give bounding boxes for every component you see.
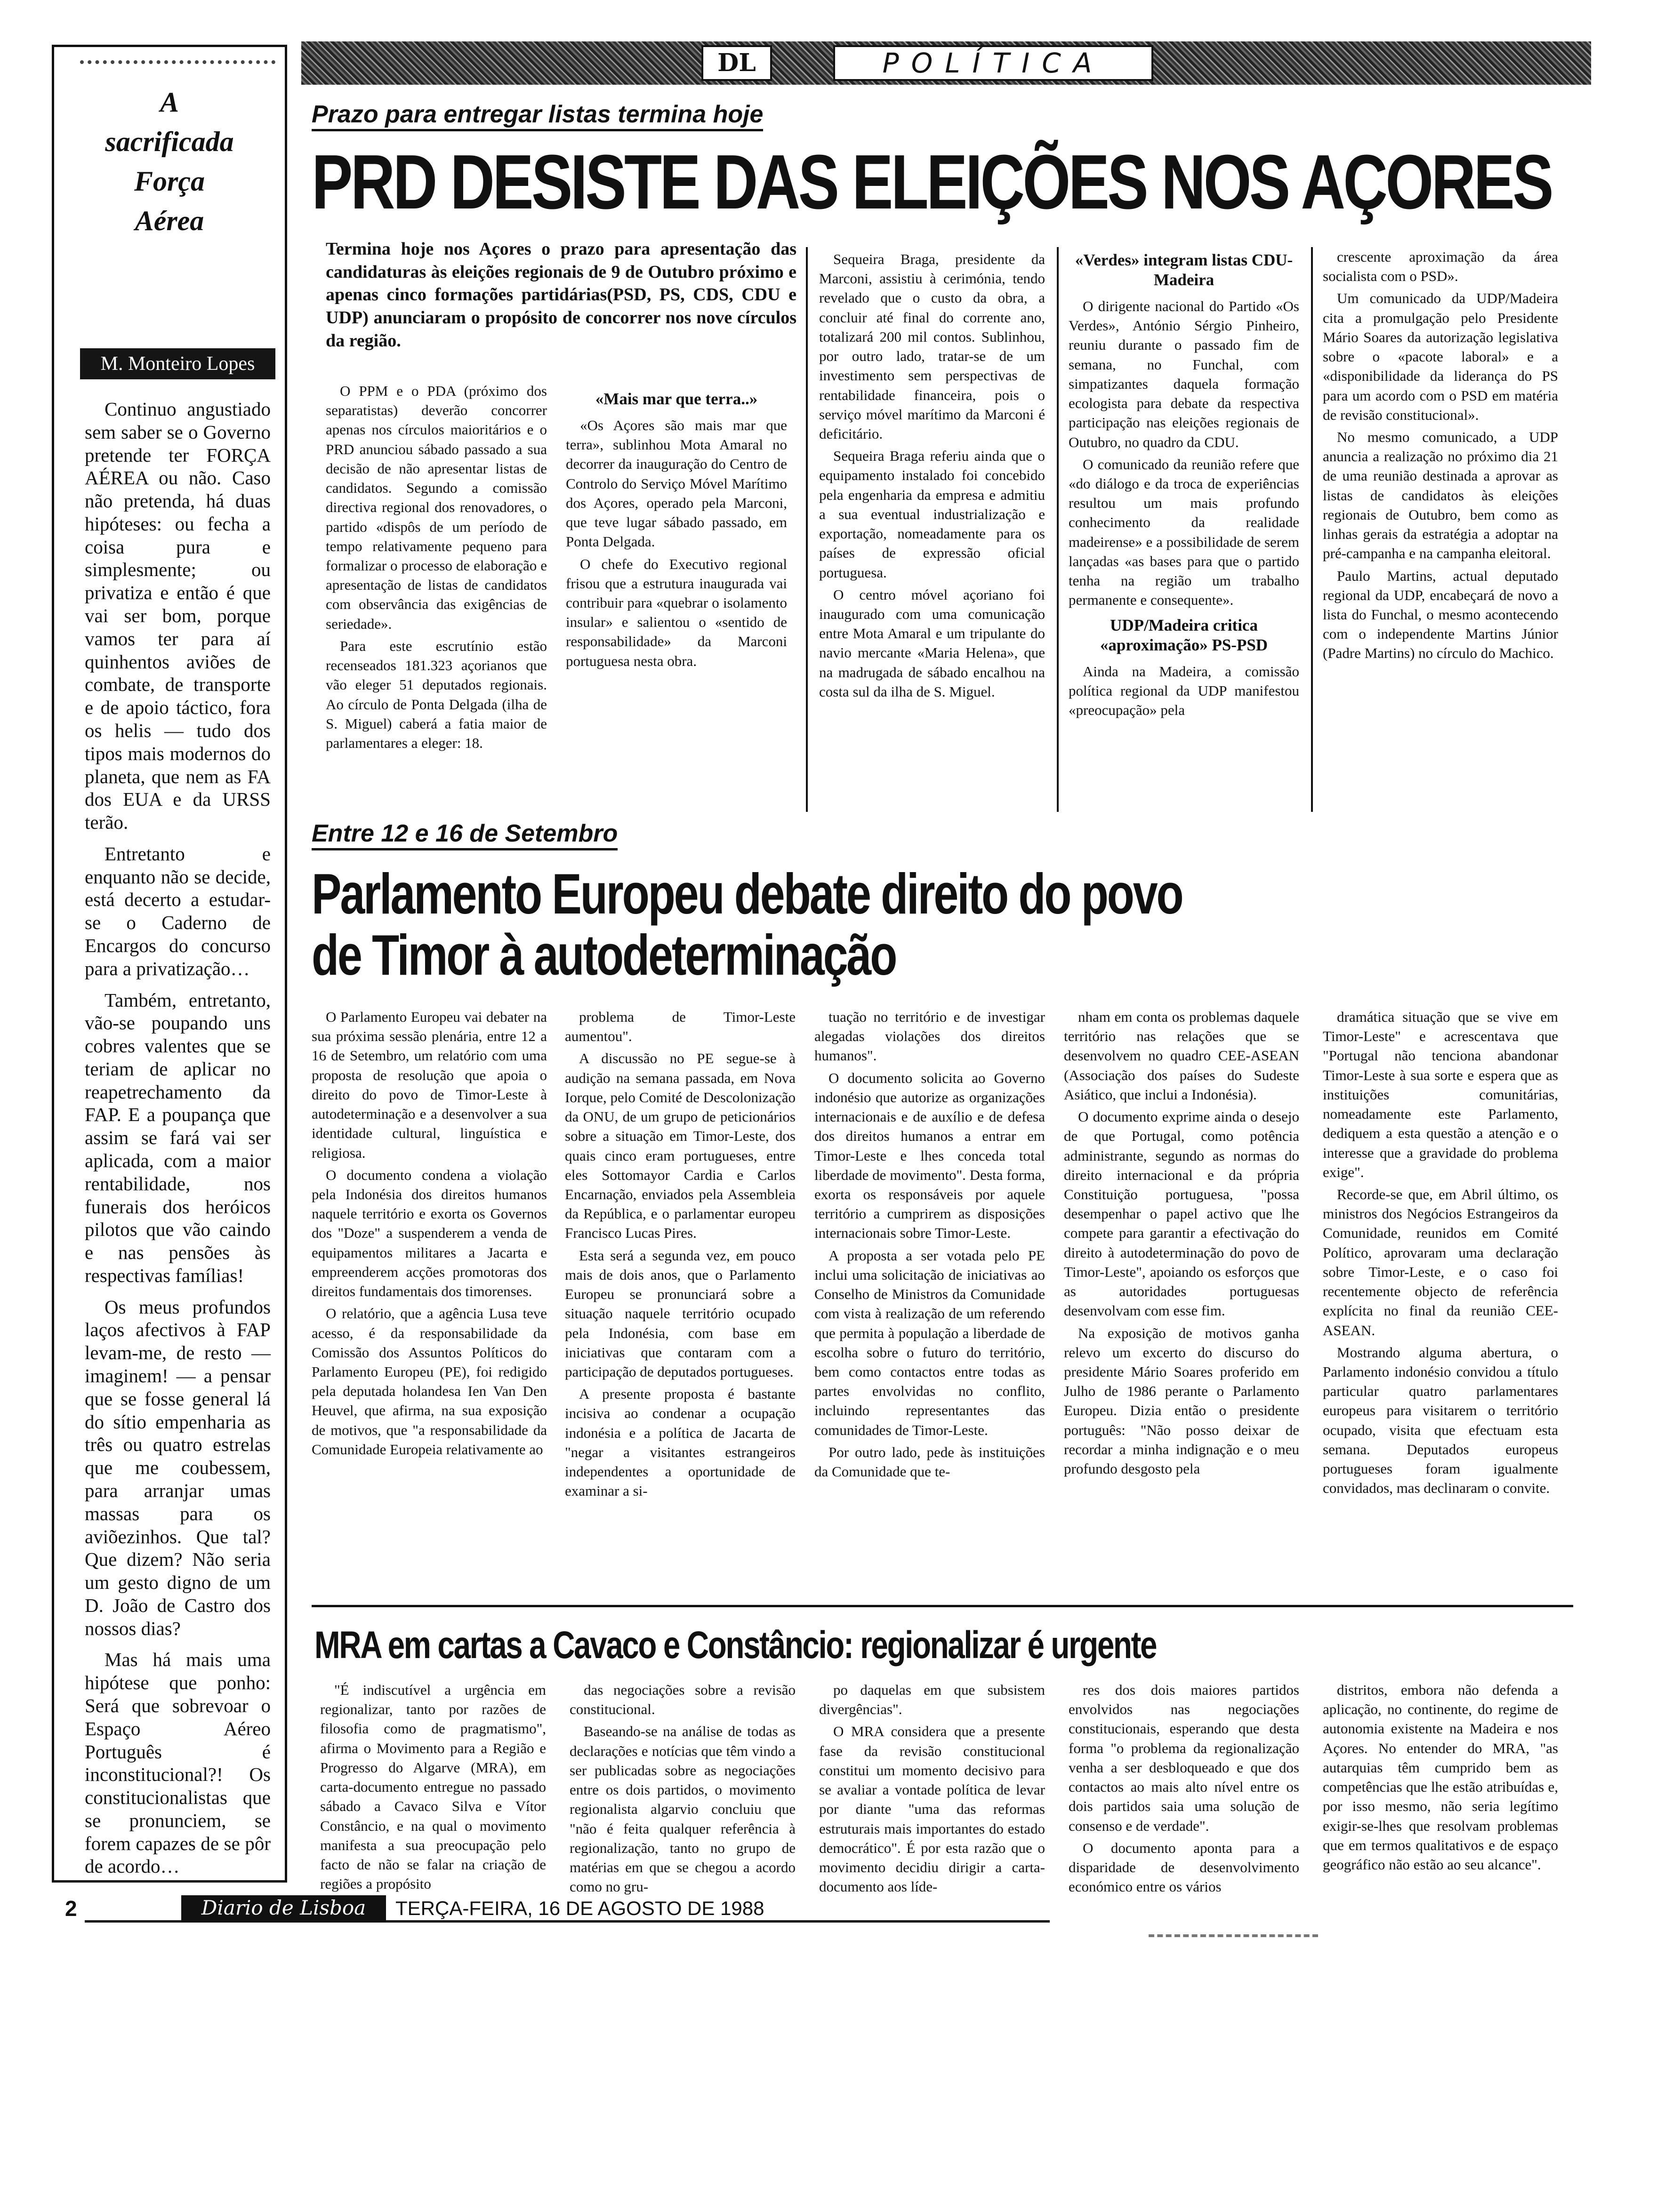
subheading: «Mais mar que terra..» [595,390,758,408]
article-column [565,1007,796,1503]
subheading: UDP/Madeira critica «aproximação» PS-PSD [1100,616,1268,654]
article-headline: Parlamento Europeu debate direito do povo [312,862,1182,926]
article-column [1069,1680,1299,1899]
article-column [1064,1007,1299,1481]
paragraph: Sequeira Braga referiu ainda que o equipamento instalado foi concebido pela engenharia da empresa e admitiu a sua eventual industrialização e exportação, nomeadamente para os países de expressão oficial portuguesa. [819,448,1045,581]
column-rule [1057,247,1059,812]
paragraph: Esta será a segunda vez, em pouco mais de dois anos, que o Parlamento Europeu se pronunciará sobre a situação naquele território ocupado pela Indonésia, com base em iniciativas que contaram com a participação de deputados portugueses. [565,1247,796,1380]
paragraph: po daquelas em que subsistem divergências". [819,1682,1045,1718]
article-column [1069,245,1299,722]
article-lead: Termina hoje nos Açores o prazo para apresentação das candidaturas às eleições regionais de 9 de Outubro próximo e apenas cinco formações partidárias(PSD, PS, CDS, CDU e UDP) anunciaram o propósito de concorrer nos nove círculos da região. [326,239,796,351]
column-title [54,82,285,240]
paragraph: problema de Timor-Leste aumentou". [565,1009,796,1045]
article-headline: de Timor à autodeterminação [312,923,896,987]
page-number: 2 [65,1896,77,1921]
paragraph: distritos, embora não defenda a aplicação, no continente, do regime de autonomia existente na Madeira e nos Açores. No entender do MRA, "as autarquias têm cumprido bem as competências que lhe estão atribuídas e, por isso mesmo, não seria legítimo exigir-se-lhes que resolvam problemas que em termos qualitativos e de espaço geográfico não estão ao seu alcance". [1323,1682,1558,1873]
paragraph: Mostrando alguma abertura, o Parlamento indonésio convidou a título particular quatro parlamentares europeus para visitarem o território ocupado, visita que efectuam esta semana. Deputados europeus portugueses foram igualmente convidados, mas declinaram o convite. [1323,1344,1558,1497]
article-column [326,381,547,755]
article-kicker: Entre 12 e 16 de Setembro [312,819,618,850]
paragraph: nham em conta os problemas daquele território nas relações que se desenvolvem no quadro CEE-ASEAN (Associação dos países do Sudeste Asiático, que inclui a Indonésia). [1064,1009,1299,1103]
paragraph: O centro móvel açoriano foi inaugurado com uma comunicação entre Mota Amaral e um tripulante do navio mercante «Maria Helena», que na madrugada de sábado encalhou na costa sul da ilha de S. Miguel. [819,586,1045,700]
paragraph: Mas há mais uma hipótese que ponho: Será que sobrevoar o Espaço Aéreo Português é inconstitucional?! Os constitucionalistas que se pronunciem, se forem capazes de se pôr de acordo… [85,1649,271,1877]
article-column [1323,1007,1558,1500]
paragraph: Também, entretanto, vão-se poupando uns cobres valentes que se teriam de aplicar no reapetrechamento da FAP. E a poupança que assim se fará vai ser aplicada, com a maior rentabilidade, nos funerais dos heróicos pilotos que vão caindo e nas pensões às respectivas famílias! [85,989,271,1286]
subheading: «Verdes» integram listas CDU-Madeira [1075,251,1293,289]
paragraph: O documento exprime ainda o desejo de que Portugal, como potência administrante, segundo as normas do direito internacional e da própria Constituição portuguesa, "possa desempenhar o papel activo que lhe compete para garantir a efectivação do direito à autodeterminação do povo de Timor-Leste", apoiando os esforços que as autoridades portuguesas desenvolvam com esse fim. [1064,1108,1299,1319]
paragraph: Entretanto e enquanto não se decide, está decerto a estudar-se o Caderno de Encargos do concurso para a privatização… [85,842,271,979]
paragraph: «Os Açores são mais mar que terra», sublinhou Mota Amaral no decorrer da inauguração do Centro de Controlo do Serviço Móvel Marítimo dos Açores, operado pela Marconi, que teve lugar sábado passado, em Ponta Delgada. [566,417,787,550]
article-column [566,384,787,673]
paragraph: "É indiscutível a urgência em regionalizar, tanto por razões de filosofia como de pragmatismo", afirma o Movimento para a Região e Progresso do Algarve (MRA), em carta-documento entregue no passado sábado a Cavaco Silva e Vítor Constâncio, e na qual o movimento manifesta a sua preocupação pelo facto de não se falar na criação de regiões a propósito [320,1682,546,1892]
paragraph: Ainda na Madeira, a comissão política regional da UDP manifestou «preocupação» pela [1069,663,1299,718]
article-column [320,1680,546,1896]
article-column [814,1007,1045,1484]
paragraph: O Parlamento Europeu vai debater na sua próxima sessão plenária, entre 12 a 16 de Setembro, um relatório com uma proposta de resolução que apoia o direito do povo de Timor-Leste à autodeterminação e a desenvolver a sua identidade cultural, linguística e religiosa. [312,1009,547,1161]
article-headline: MRA em cartas a Cavaco e Constâncio: regionalizar é urgente [314,1624,1157,1667]
paragraph: tuação no território e de investigar alegadas violações dos direitos humanos". [814,1009,1045,1064]
paragraph: res dos dois maiores partidos envolvidos nas negociações constitucionais, esperando que desta forma "o problema da regionalização venha a ser desbloqueado e que dos contactos ao mais alto nível entre os dois partidos saia uma solução de consenso e de verdade". [1069,1682,1299,1834]
paragraph: Para este escrutínio estão recenseados 181.323 açorianos que vão eleger 51 deputados regionais. Ao círculo de Ponta Delgada (ilha de S. Miguel) caberá a fatia maior de parlamentares a eleger: 18. [326,637,547,751]
scan-artifact [1149,1934,1318,1942]
paragraph: Por outro lado, pede às instituições da Comunidade que te- [814,1443,1045,1480]
article-column [312,1007,547,1462]
column-author: M. Monteiro Lopes [80,348,275,379]
newspaper-masthead: Diario de Lisboa [181,1895,386,1921]
paragraph: Na exposição de motivos ganha relevo um excerto do discurso do presidente Mário Soares proferido em Julho de 1986 perante o Parlamento Europeu. Dizia então o presidente português: "Não posso deixar de recordar a minha indignação e o meu profundo desgosto pela [1064,1324,1299,1477]
paragraph: Paulo Martins, actual deputado regional da UDP, encabeçará de novo a lista do Funchal, o mesmo acontecendo com o independente Martins Júnior (Padre Martins) no círculo do Machico. [1323,567,1558,662]
column-rule [1311,247,1313,812]
paragraph: No mesmo comunicado, a UDP anuncia a realização no próximo dia 21 de uma reunião destinada a aprovar as listas de candidatos às eleições regionais de Outubro, bem como as linhas gerais da estratégia a adoptar na pré-campanha e na campanha eleitoral. [1323,428,1558,562]
article-headline: PRD DESISTE DAS ELEIÇÕES NOS AÇORES [312,139,1552,225]
paragraph: Os meus profundos laços afectivos à FAP levam-me, de resto — imaginem! — a pensar que se fosse general lá do sítio empenharia as três ou quatro estrelas que me coubessem, para arranjar umas massas para os aviõezinhos. Que tal? Que dizem? Não seria um gesto digno de um D. João de Castro dos nossos dias? [85,1296,271,1639]
article-kicker: Prazo para entregar listas termina hoje [312,100,763,131]
paragraph: A presente proposta é bastante incisiva ao condenar a ocupação indonésia e a política de Jacarta de "negar a visitantes estrangeiros independentes a oportunidade de examinar a si- [565,1386,796,1499]
paragraph: O documento solicita ao Governo indonésio que autorize as organizações internacionais e de auxílio e de defesa dos direitos humanos a entrar em Timor-Leste e lhes conceda total liberdade de movimento". Desta forma, exorta os responsáveis por aquele território a cumprirem as disposições internacionais sobre Timor-Leste. [814,1069,1045,1242]
issue-date: TERÇA-FEIRA, 16 DE AGOSTO DE 1988 [395,1897,764,1919]
paragraph: O comunicado da reunião refere que «do diálogo e da troca de experiências resultou um mais profundo conhecimento da realidade madeirense» e a possibilidade de serem lançadas «as bases para que o partido tenha na região um trabalho permanente e consequente». [1069,456,1299,609]
paragraph: Baseando-se na análise de todas as declarações e notícias que têm vindo a ser publicadas sobre as negociações entre os dois partidos, o movimento regionalista algarvio concluiu que "não é feita qualquer referência à regionalização, tanto no grupo de matérias em que se chegou a acordo como no gru- [570,1723,796,1895]
section-label: POLÍTICA [833,45,1153,81]
paragraph: O documento condena a violação pela Indonésia dos direitos humanos naquele território e exorta os Governos dos "Doze" a suspenderem a venda de equipamentos militares a Jacarta e empreenderem acções promotoras dos direitos fundamentais dos timorenses. [312,1166,547,1300]
paragraph: O MRA considera que a presente fase da revisão constitucional constitui um momento decisivo para se avaliar a vontade política de levar por diante "uma das reformas estruturais mais importantes do estado democrático". É por esta razão que o movimento decidiu dirigir a carta-documento aos líde- [819,1723,1045,1895]
column-title-line: Força [134,166,205,197]
paragraph: Um comunicado da UDP/Madeira cita a promulgação pelo Presidente Mário Soares da autorização legislativa sobre o «pacote laboral» e a «disponibilidade da liderança do PS para um acordo com o PSD em matéria de revisão constitucional». [1323,290,1558,423]
column-title-line: Aérea [135,205,204,236]
paragraph: Sequeira Braga, presidente da Marconi, assistiu à cerimónia, tendo revelado que o custo da obra, a concluir até final do corrente ano, totalizará 200 mil contos. Sublinhou, por outro lado, tratar-se de um investimento sem perspectivas de rentabilidade financeira, pois o serviço móvel marítimo da Marconi é deficitário. [819,251,1045,442]
opinion-column [52,45,287,1883]
paragraph: O chefe do Executivo regional frisou que a estrutura inaugurada vai contribuir para «quebrar o isolamento insular» e salientou o «sentido de responsabilidade» da Marconi portuguesa nesta obra. [566,555,787,669]
article-column [1323,247,1558,666]
dotted-rule [80,60,275,71]
paragraph: crescente aproximação da área socialista com o PSD». [1323,248,1558,285]
paragraph: O relatório, que a agência Lusa teve acesso, é da responsabilidade da Comissão dos Assuntos Políticos do Parlamento Europeu (PE), foi redigido pela deputada holandesa Ien Van Den Heuvel, que afirma, na sua exposição de motivos, que "a responsabilidade da Comunidade Europeia relativamente ao [312,1305,547,1458]
paragraph: Continuo angustiado sem saber se o Governo pretende ter FORÇA AÉREA ou não. Caso não pretenda, há duas hipóteses: ou fecha a coisa pura e simplesmente; ou privatiza e então é que vai ser bom, porque vamos ter para aí quinhentos aviões de combate, de transporte e de apoio táctico, fora os helis — tudo dos tipos mais modernos do planeta, que nem as FA dos EUA e da URSS terão. [85,398,271,834]
column-body [85,398,271,1886]
paragraph: dramática situação que se vive em Timor-Leste" e acrescentava que "Portugal não tenciona abandonar Timor-Leste à sua sorte e espera que as instituições comunitárias, nomeadamente este Parlamento, dediquem a esta questão a atenção e o interesse que a gravidade do problema exige". [1323,1009,1558,1180]
paragraph: O documento aponta para a disparidade de desenvolvimento económico entre os vários [1069,1839,1299,1895]
column-title-line: A [160,87,179,118]
horizontal-rule [312,1605,1573,1607]
paragraph: Recorde-se que, em Abril último, os ministros dos Negócios Estrangeiros da Comunidade, reunidos em Comité Político, aprovaram uma declaração sobre Timor-Leste, e o caso foi recentemente objecto de referência explícita no final da reunião CEE-ASEAN. [1323,1186,1558,1338]
article-column [819,249,1045,704]
paragraph: A discussão no PE segue-se à audição na semana passada, em Nova Iorque, pelo Comité de Descolonização da ONU, de um grupo de peticionários sobre a situação em Timor-Leste, dos quais cinco eram portugueses, entre eles Sottomayor Cardia e Carlos Encarnação, enviados pela Assembleia da República, e o parlamentar europeu Francisco Lucas Pires. [565,1050,796,1242]
footer-rule [85,1920,1050,1923]
column-rule [806,247,808,812]
paragraph: A proposta a ser votada pelo PE inclui uma solicitação de iniciativas ao Conselho de Ministros da Comunidade com vista à realização de um referendo que permita à população a liberdade de escolha sobre o futuro do território, bem como contactos entre todas as partes envolvidas no conflito, incluindo representantes das comunidades de Timor-Leste. [814,1247,1045,1438]
article-column [570,1680,796,1899]
paragraph: das negociações sobre a revisão constitucional. [570,1682,796,1718]
article-column [819,1680,1045,1899]
newspaper-logo: DL [701,45,772,81]
paragraph: O dirigente nacional do Partido «Os Verdes», António Sérgio Pinheiro, reuniu durante o passado fim de semana, no Funchal, com simpatizantes daquela formação ecologista para debate da respectiva participação nas eleições regionais de Outubro, no quadro da CDU. [1069,298,1299,450]
article-column [1323,1680,1558,1877]
paragraph: O PPM e o PDA (próximo dos separatistas) deverão concorrer apenas nos círculos maioritários e o PRD anunciou sábado passado a sua decisão de não apresentar listas de candidatos. Segundo a comissão directiva regional dos renovadores, o partido «dispôs de um período de tempo relativamente pequeno para formalizar o processo de elaboração e apresentação de listas de candidatos com observância das exigências de seriedade». [326,383,547,632]
column-title-line: sacrificada [105,126,234,157]
